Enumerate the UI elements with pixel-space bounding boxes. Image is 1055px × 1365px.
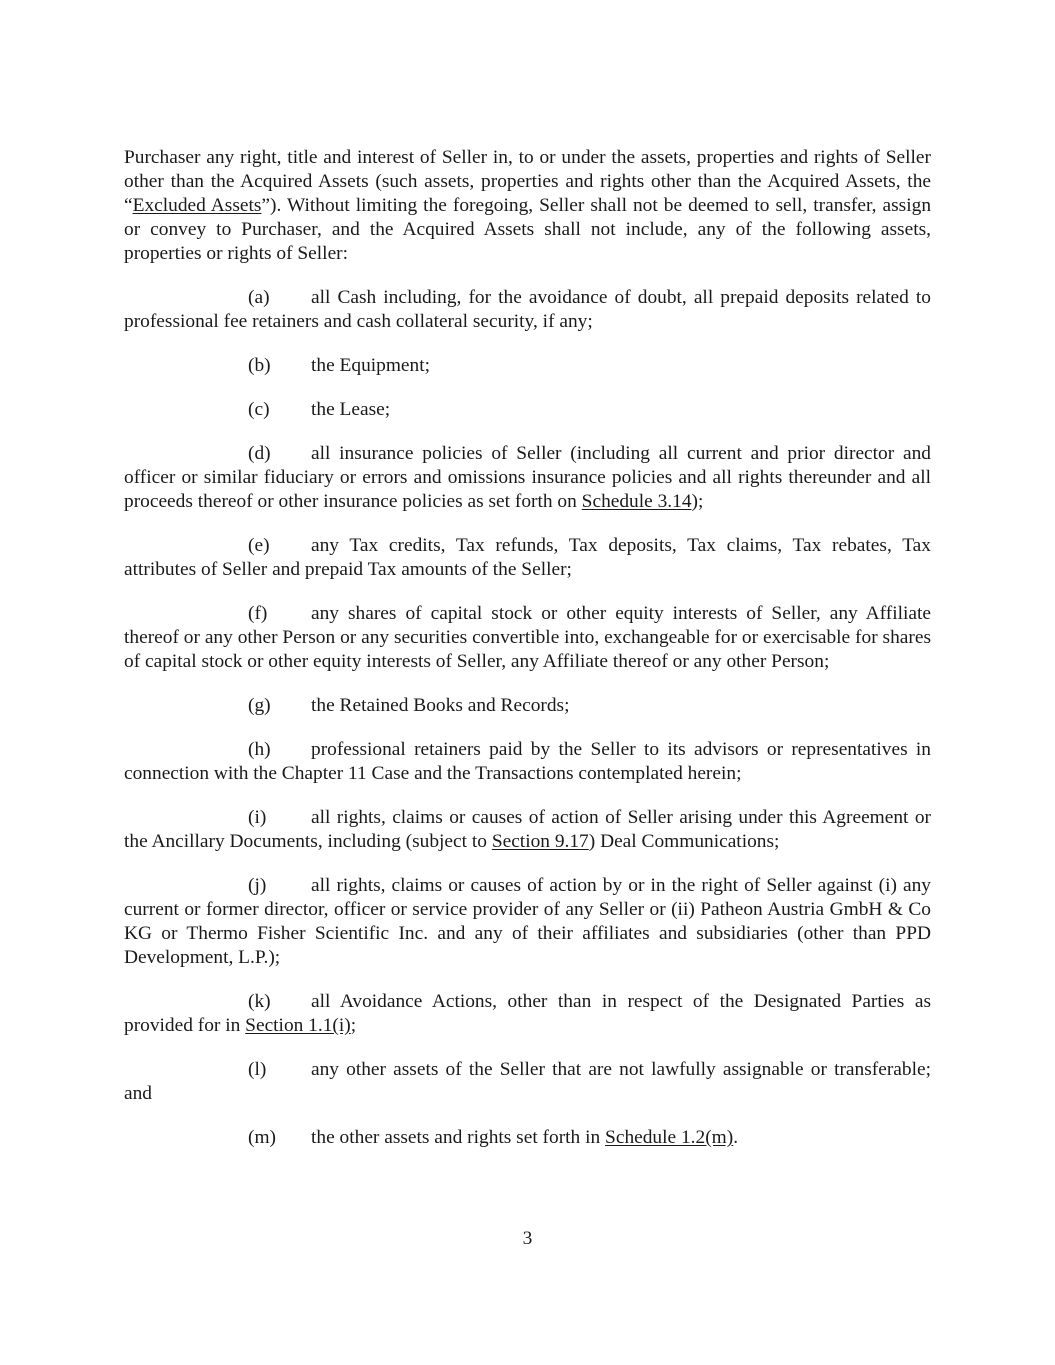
item-label: (j) [248,875,267,896]
item-label: (f) [248,603,268,624]
schedule-1-2-m-reference: Schedule 1.2(m) [605,1127,734,1148]
item-label: (g) [248,695,271,716]
item-label: (e) [248,535,270,556]
item-text-end: . [733,1127,739,1148]
intro-paragraph [124,146,931,266]
item-text-end: ); [691,491,704,512]
section-9-17-reference: Section 9.17 [491,831,589,852]
section-1-1-i-reference: Section 1.1(i) [245,1015,351,1036]
list-item-b [124,354,931,378]
excluded-assets-term: Excluded Assets [132,195,262,216]
item-text: professional retainers paid by the Seller to its advisors or representatives in connection with the Chapter 11 Case and the Transactions contemplated herein; [124,739,931,784]
item-label: (i) [248,807,267,828]
item-text: the other assets and rights set forth in [311,1127,606,1148]
item-text: all insurance policies of Seller (including all current and prior director and officer or similar fiduciary or errors and omissions insurance policies and all rights thereunder and all proceeds thereof or other insurance policies as set forth on [124,443,931,512]
item-label: (d) [248,443,271,464]
list-item-g [124,694,931,718]
schedule-3-14-reference: Schedule 3.14 [581,491,692,512]
item-text-end: ) Deal Communications; [588,831,780,852]
item-label: (h) [248,739,271,760]
list-item-l [124,1058,931,1106]
item-label: (l) [248,1059,267,1080]
item-label: (k) [248,991,271,1012]
list-item-k [124,990,931,1038]
page-number: 3 [522,1228,533,1249]
item-text: all Avoidance Actions, other than in respect of the Designated Parties as provided for in [124,991,931,1036]
document-body [124,146,931,1170]
item-text: the Lease; [311,399,391,420]
item-text: any Tax credits, Tax refunds, Tax deposits, Tax claims, Tax rebates, Tax attributes of Seller and prepaid Tax amounts of the Seller; [124,535,931,580]
item-text: all rights, claims or causes of action of Seller arising under this Agreement or the Ancillary Documents, including (subject to [124,807,931,852]
list-item-c [124,398,931,422]
list-item-j [124,874,931,970]
item-label: (a) [248,287,270,308]
list-item-e [124,534,931,582]
list-item-a [124,286,931,334]
list-item-f [124,602,931,674]
intro-text: Purchaser any right, title and interest of Seller in, to or under the assets, properties and rights of Seller other than the Acquired Assets (such assets, properties and rights other than the Acquired Assets, the “ [124,147,931,216]
item-text-end: ; [350,1015,357,1036]
item-label: (b) [248,355,271,376]
item-text: the Retained Books and Records; [311,695,570,716]
intro-text-continued: ”). Without limiting the foregoing, Seller shall not be deemed to sell, transfer, assign or convey to Purchaser, and the Acquired Assets shall not include, any of the following assets, properties or rights of Seller: [124,195,932,264]
item-text: the Equipment; [311,355,431,376]
item-text: all rights, claims or causes of action by or in the right of Seller against (i) any current or former director, officer or service provider of any Seller or (ii) Patheon Austria GmbH & Co KG or Thermo Fisher Scientific Inc. and any of their affiliates and subsidiaries (other than PPD Development, L.P.); [124,875,931,968]
item-label: (c) [248,399,270,420]
item-label: (m) [248,1127,276,1148]
item-text: any shares of capital stock or other equity interests of Seller, any Affiliate thereof or any other Person or any securities convertible into, exchangeable for or exercisable for shares of capital stock or other equity interests of Seller, any Affiliate thereof or any other Person; [124,603,931,672]
list-item-m [124,1126,931,1150]
item-text: any other assets of the Seller that are not lawfully assignable or transferable; and [124,1059,931,1104]
item-text: all Cash including, for the avoidance of doubt, all prepaid deposits related to professional fee retainers and cash collateral security, if any; [124,287,931,332]
list-item-d [124,442,931,514]
list-item-h [124,738,931,786]
list-item-i [124,806,931,854]
